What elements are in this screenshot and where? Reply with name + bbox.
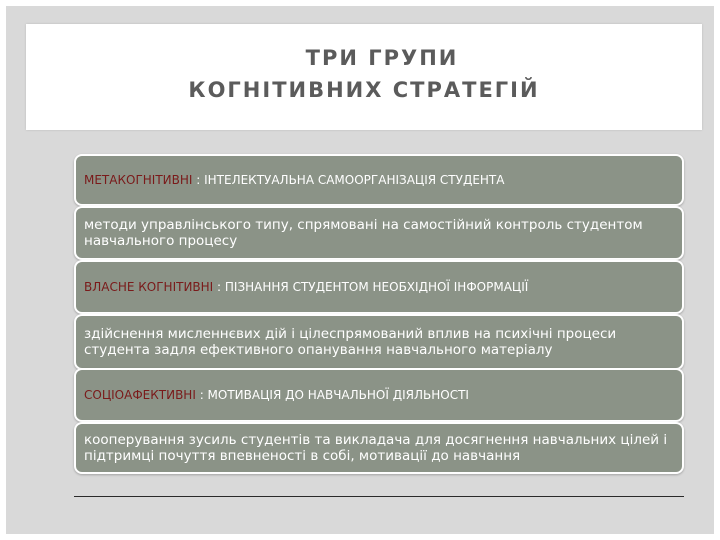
- group-description-text: методи управлінського типу, спрямовані на самостійний контроль студентом навчального процесу: [84, 217, 643, 249]
- divider-line: [74, 496, 684, 497]
- group-heading-metacognitive: [74, 154, 684, 206]
- group-heading-text: : ІНТЕЛЕКТУАЛЬНА САМООРГАНІЗАЦІЯ СТУДЕНТА: [192, 173, 505, 187]
- group-description-socioaffective: [74, 422, 684, 474]
- slide-title-line-1: ТРИ ГРУПИ: [305, 46, 459, 70]
- group-description-cognitive: [74, 314, 684, 370]
- group-name: МЕТАКОГНІТИВНІ: [84, 173, 193, 187]
- group-name: СОЦІОАФЕКТИВНІ: [84, 388, 196, 402]
- group-name: ВЛАСНЕ КОГНІТИВНІ: [84, 280, 214, 294]
- group-heading-socioaffective: [74, 368, 684, 422]
- group-heading-text: : ПІЗНАННЯ СТУДЕНТОМ НЕОБХІДНОЇ ІНФОРМАЦІЇ: [213, 280, 529, 294]
- group-heading-cognitive: [74, 260, 684, 314]
- group-description-metacognitive: [74, 206, 684, 260]
- slide-title-line-2: КОГНІТИВНИХ СТРАТЕГІЙ: [188, 78, 540, 102]
- title-box: [26, 24, 702, 130]
- group-heading-text: : МОТИВАЦІЯ ДО НАВЧАЛЬНОЇ ДІЯЛЬНОСТІ: [195, 388, 469, 402]
- group-description-text: здійснення мисленнєвих дій і цілеспрямований вплив на психічні процеси студента задля ефективного опанування навчального матеріалу: [84, 326, 617, 358]
- group-description-text: кооперування зусиль студентів та викладача для досягнення навчальних цілей і підтримці почуття впевненості в собі, мотивації до навчання: [84, 432, 668, 464]
